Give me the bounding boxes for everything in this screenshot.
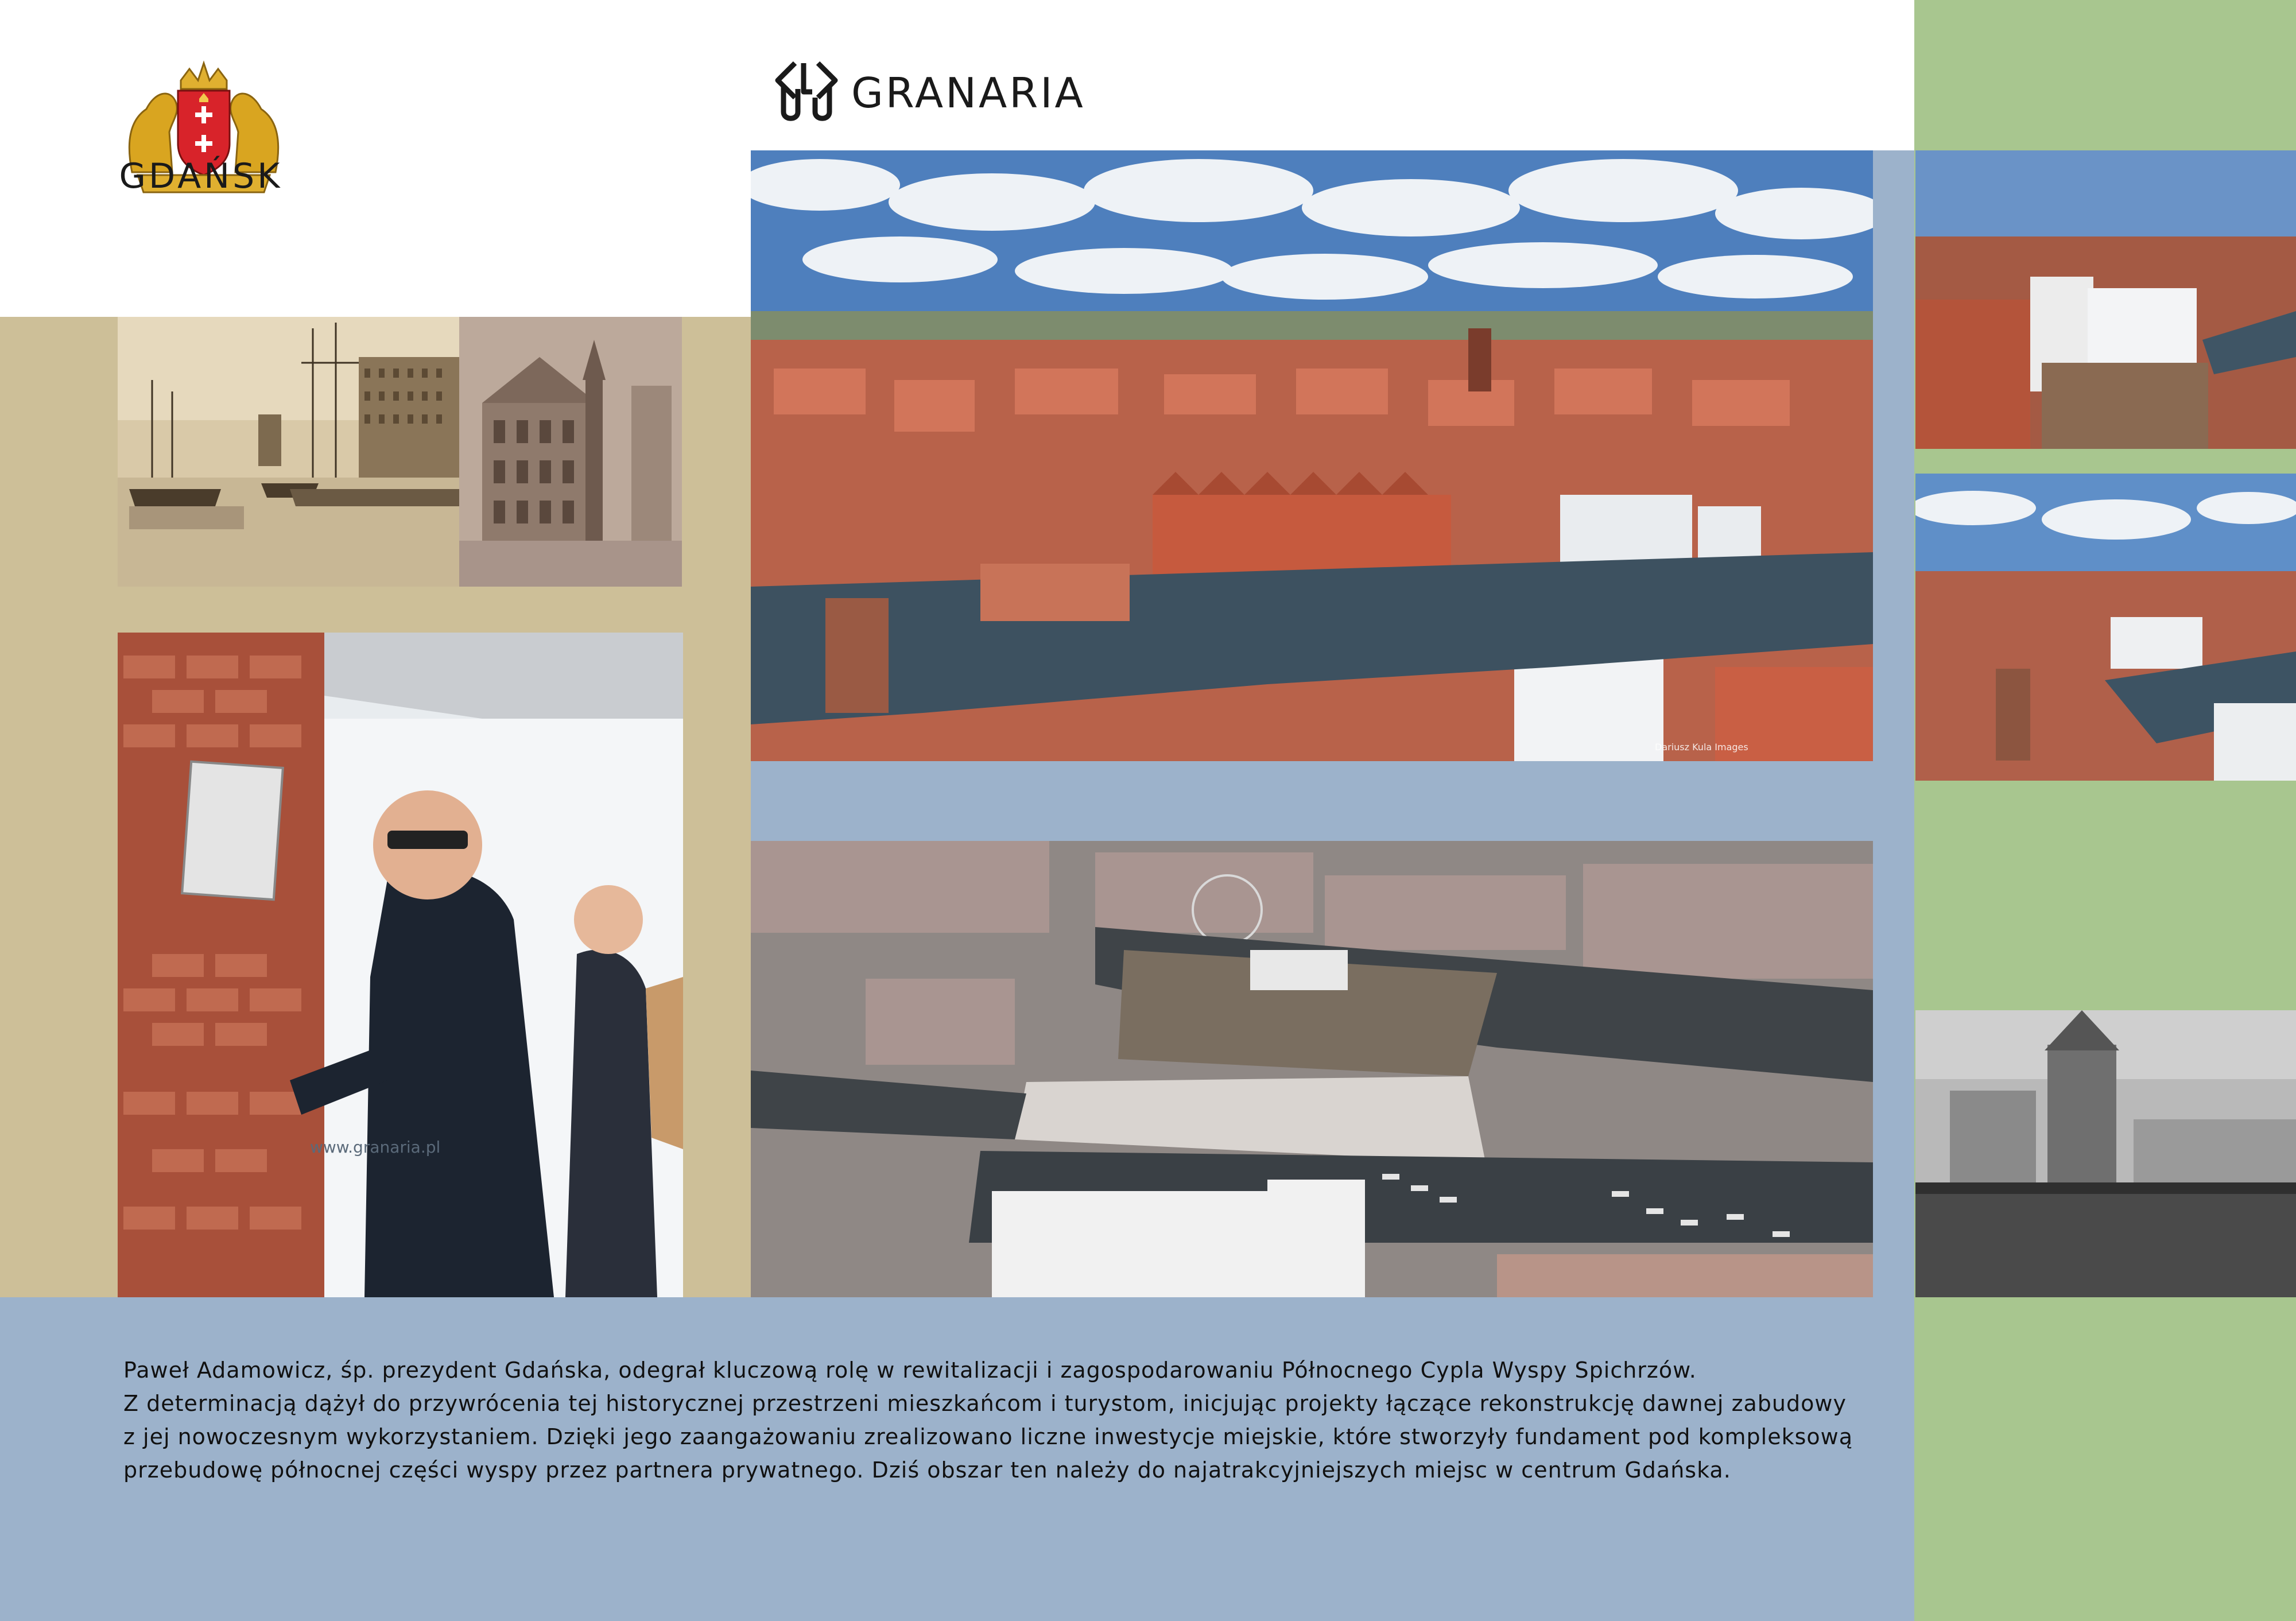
caption-line: z jej nowoczesnym wykorzystaniem. Dzięki jego zaangażowaniu zrealizowano liczne inwestycje miejskie, które stworzyły fundament pod kompleksową: [123, 1424, 1853, 1449]
caption-line: Z determinacją dążył do przywrócenia tej historycznej przestrzeni mieszkańcom i turystom, inicjując projekty łączące rekonstrukcję dawnej zabudowy: [123, 1391, 1847, 1416]
historic-harbor-photo: [118, 317, 459, 587]
historic-tower-photo: [1915, 1010, 2296, 1297]
ceremony-photo: [118, 633, 683, 1297]
city-wordmark: GDAŃSK: [119, 156, 283, 196]
historic-building-engraving: [459, 317, 682, 587]
granaria-monogram-icon: [772, 57, 841, 126]
partner-wordmark: GRANARIA: [851, 69, 1085, 117]
aerial-city-photo: [751, 150, 1873, 761]
caption-line: przebudowę północnej części wyspy przez partnera prywatnego. Dziś obszar ten należy do najatrakcyjniejszych miejsc w centrum Gdańska.: [123, 1457, 1731, 1483]
caption-text-block: [123, 1354, 1891, 1487]
granary-island-photo-2: [1915, 474, 2296, 781]
granary-island-photo-1: [1915, 150, 2296, 449]
photo-credit: Dariusz Kula Images: [1655, 742, 1748, 753]
caption-line: Paweł Adamowicz, śp. prezydent Gdańska, odegrał kluczową rolę w rewitalizacji i zagospodarowaniu Północnego Cypla Wyspy Spichrzów.: [123, 1358, 1697, 1383]
aerial-island-photo: [751, 841, 1873, 1297]
banner-website-text: www.granaria.pl: [310, 1138, 441, 1157]
